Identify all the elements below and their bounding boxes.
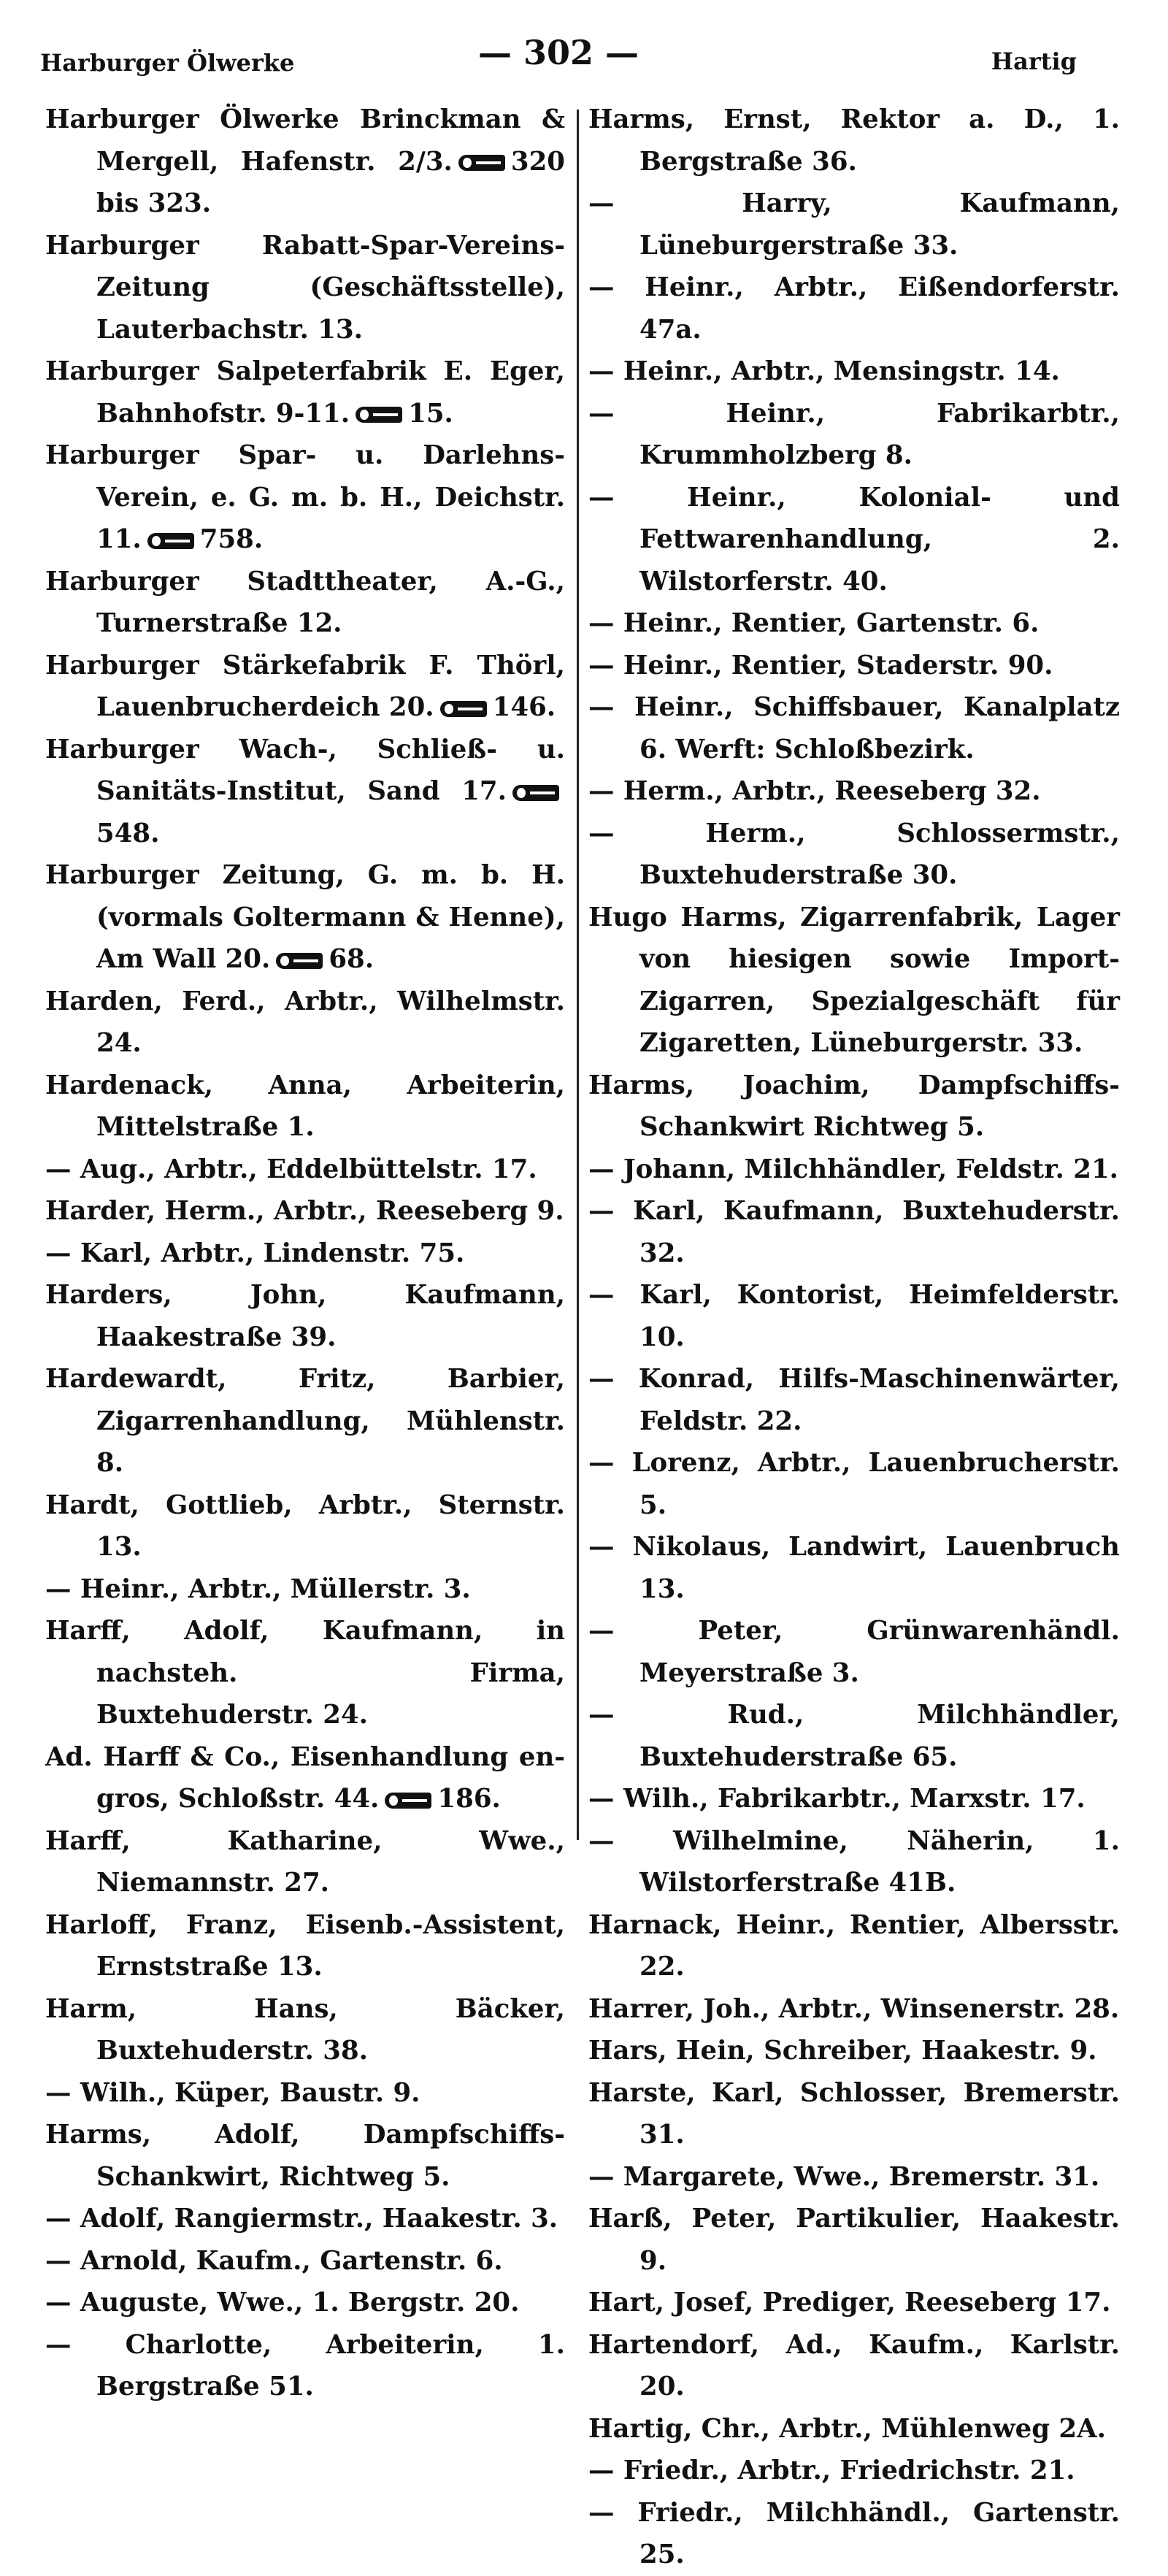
- running-head-right: Hartig: [991, 47, 1077, 75]
- telephone-icon: [356, 407, 402, 423]
- directory-entry: [588, 2492, 1120, 2576]
- telephone-icon: [512, 785, 559, 801]
- directory-entry: [45, 2240, 565, 2282]
- directory-entry: [588, 897, 1120, 1065]
- entry-text: Hart, Josef, Prediger, Reeseberg 17.: [588, 2288, 1111, 2318]
- directory-entry: [588, 645, 1120, 687]
- entry-text: — Nikolaus, Landwirt, Lauenbruch 13.: [588, 1532, 1120, 1604]
- entry-text: Harden, Ferd., Arbtr., Wilhelmstr. 24.: [45, 986, 565, 1058]
- directory-entry: [588, 99, 1120, 183]
- directory-entry: [45, 1358, 565, 1484]
- directory-entry: [45, 645, 565, 729]
- directory-entry: [588, 1358, 1120, 1442]
- entry-text: — Herm., Arbtr., Reeseberg 32.: [588, 776, 1041, 806]
- directory-entry: [588, 1904, 1120, 1988]
- directory-entry: [45, 1820, 565, 1904]
- entry-text: — Karl, Kaufmann, Buxtehuderstr. 32.: [588, 1196, 1120, 1268]
- directory-entry: [45, 434, 565, 561]
- directory-entry: [45, 2114, 565, 2198]
- directory-entry: [588, 1988, 1120, 2031]
- telephone-icon: [147, 533, 194, 549]
- column-divider: [577, 110, 579, 1840]
- left-column: [45, 99, 565, 2408]
- telephone-number: 186.: [437, 1784, 501, 1814]
- telephone-number: 146.: [492, 692, 556, 722]
- directory-entry: [588, 1442, 1120, 1526]
- entry-text: Harms, Ernst, Rektor a. D., 1. Bergstraße 36.: [588, 104, 1120, 177]
- directory-entry: [45, 729, 565, 855]
- entry-text: Harburger Stärkefabrik F. Thörl, Lauenbrucherdeich 20.: [45, 650, 565, 722]
- entry-text: Harms, Joachim, Dampfschiffs-Schankwirt Richtweg 5.: [588, 1070, 1120, 1142]
- entry-text: — Karl, Kontorist, Heimfelderstr. 10.: [588, 1280, 1120, 1352]
- directory-entry: [588, 813, 1120, 897]
- entry-text: — Heinr., Rentier, Staderstr. 90.: [588, 650, 1053, 681]
- entry-text: — Auguste, Wwe., 1. Bergstr. 20.: [45, 2288, 520, 2318]
- entry-text: — Friedr., Arbtr., Friedrichstr. 21.: [588, 2456, 1075, 2485]
- telephone-icon: [385, 1793, 431, 1809]
- entry-text: Hardenack, Anna, Arbeiterin, Mittelstraße 1.: [45, 1070, 565, 1142]
- entry-text: — Heinr., Arbtr., Mensingstr. 14.: [588, 356, 1060, 386]
- entry-text: — Heinr., Kolonial- und Fettwarenhandlung, 2. Wilstorferstr. 40.: [588, 482, 1120, 597]
- directory-entry: [45, 1274, 565, 1358]
- telephone-icon: [276, 953, 323, 969]
- directory-entry: [45, 1610, 565, 1736]
- entry-text: — Heinr., Fabrikarbtr., Krummholzberg 8.: [588, 398, 1120, 470]
- entry-text: — Herm., Schlossermstr., Buxtehuderstraße 30.: [588, 818, 1120, 890]
- directory-entry: [45, 99, 565, 225]
- entry-text: — Friedr., Milchhändl., Gartenstr. 25.: [588, 2497, 1120, 2569]
- directory-entry: [588, 183, 1120, 267]
- entry-text: Harß, Peter, Partikulier, Haakestr. 9.: [588, 2204, 1120, 2276]
- directory-entry: [45, 1904, 565, 1988]
- entry-text: Hartendorf, Ad., Kaufm., Karlstr. 20.: [588, 2329, 1120, 2401]
- entry-text: — Adolf, Rangiermstr., Haakestr. 3.: [45, 2204, 558, 2234]
- entry-text: — Peter, Grünwarenhändl. Meyerstraße 3.: [588, 1616, 1120, 1688]
- entry-text: Harder, Herm., Arbtr., Reeseberg 9.: [45, 1196, 564, 1226]
- directory-entry: [45, 2324, 565, 2408]
- directory-entry: [588, 1820, 1120, 1904]
- entry-text: — Arnold, Kaufm., Gartenstr. 6.: [45, 2245, 503, 2276]
- directory-entry: [588, 2072, 1120, 2156]
- entry-text: Harste, Karl, Schlosser, Bremerstr. 31.: [588, 2077, 1120, 2150]
- entry-text: Harm, Hans, Bäcker, Buxtehuderstr. 38.: [45, 1993, 565, 2066]
- entry-text: Harburger Spar- u. Darlehns-Verein, e. G. m. b. H., Deichstr. 11.: [45, 440, 565, 554]
- entry-text: — Harry, Kaufmann, Lüneburgerstraße 33.: [588, 188, 1120, 261]
- directory-entry: [588, 267, 1120, 350]
- entry-text: — Margarete, Wwe., Bremerstr. 31.: [588, 2161, 1100, 2192]
- entry-text: Hugo Harms, Zigarrenfabrik, Lager von hiesigen sowie Import-Zigarren, Spezialgeschäft für Zigaretten, Lüneburgerstr. 33.: [588, 902, 1120, 1058]
- directory-entry: [588, 1526, 1120, 1610]
- page-number: — 302 —: [477, 33, 639, 72]
- telephone-number: 548.: [96, 818, 160, 848]
- entry-text: — Johann, Milchhändler, Feldstr. 21.: [588, 1154, 1118, 1184]
- directory-entry: [588, 1694, 1120, 1778]
- entry-text: Hars, Hein, Schreiber, Haakestr. 9.: [588, 2036, 1097, 2066]
- entry-text: — Heinr., Arbtr., Müllerstr. 3.: [45, 1573, 471, 1604]
- directory-entry: [45, 1484, 565, 1568]
- entry-text: Harburger Zeitung, G. m. b. H. (vormals Goltermann & Henne), Am Wall 20.: [45, 860, 565, 974]
- directory-entry: [588, 1065, 1120, 1149]
- entry-text: Hardewardt, Fritz, Barbier, Zigarrenhandlung, Mühlenstr. 8.: [45, 1364, 565, 1478]
- entry-text: Hardt, Gottlieb, Arbtr., Sternstr. 13.: [45, 1490, 565, 1562]
- directory-entry: [45, 2282, 565, 2324]
- directory-entry: [588, 2156, 1120, 2199]
- entry-text: — Charlotte, Arbeiterin, 1. Bergstraße 51.: [45, 2329, 565, 2401]
- entry-text: Harff, Katharine, Wwe., Niemannstr. 27.: [45, 1825, 565, 1898]
- entry-text: Harloff, Franz, Eisenb.-Assistent, Ernststraße 13.: [45, 1909, 565, 1982]
- directory-entry: [45, 1149, 565, 1191]
- page-header: [40, 33, 1077, 77]
- entry-text: — Rud., Milchhändler, Buxtehuderstraße 65.: [588, 1700, 1120, 1772]
- telephone-icon: [458, 155, 505, 171]
- directory-entry: [45, 1233, 565, 1275]
- directory-entry: [45, 1736, 565, 1820]
- directory-entry: [45, 1065, 565, 1149]
- directory-entry: [45, 561, 565, 645]
- entry-text: Harms, Adolf, Dampfschiffs-Schankwirt, Richtweg 5.: [45, 2120, 565, 2192]
- entry-text: Harburger Ölwerke Brinckman & Mergell, Hafenstr. 2/3.: [45, 104, 565, 177]
- directory-entry: [588, 1274, 1120, 1358]
- entry-text: Harff, Adolf, Kaufmann, in nachsteh. Firma, Buxtehuderstr. 24.: [45, 1616, 565, 1730]
- entry-text: — Aug., Arbtr., Eddelbüttelstr. 17.: [45, 1154, 537, 1184]
- telephone-number: 68.: [328, 944, 374, 974]
- entry-text: Harburger Wach-, Schließ- u. Sanitäts-Institut, Sand 17.: [45, 734, 565, 806]
- telephone-number: 15.: [408, 398, 453, 429]
- entry-text: Hartig, Chr., Arbtr., Mühlenweg 2A.: [588, 2413, 1106, 2444]
- directory-entry: [45, 1568, 565, 1611]
- directory-entry: [588, 1610, 1120, 1694]
- directory-entry: [588, 2324, 1120, 2408]
- running-head-left: Harburger Ölwerke: [40, 49, 295, 77]
- directory-entry: [45, 1988, 565, 2072]
- entry-text: — Heinr., Schiffsbauer, Kanalplatz 6. Werft: Schloßbezirk.: [588, 692, 1120, 764]
- directory-entry: [588, 1778, 1120, 1820]
- entry-text: Harnack, Heinr., Rentier, Albersstr. 22.: [588, 1909, 1120, 1982]
- entry-text: Harburger Salpeterfabrik E. Eger, Bahnhofstr. 9-11.: [45, 356, 565, 429]
- directory-entry: [588, 393, 1120, 477]
- entry-text: Harburger Stadttheater, A.-G., Turnerstraße 12.: [45, 566, 565, 638]
- directory-entry: [45, 225, 565, 351]
- directory-entry: [588, 2408, 1120, 2450]
- telephone-number: 320 bis 323.: [96, 146, 565, 218]
- directory-entry: [588, 2282, 1120, 2324]
- entry-text: — Konrad, Hilfs-Maschinenwärter, Feldstr. 22.: [588, 1364, 1120, 1436]
- directory-entry: [588, 2450, 1120, 2492]
- entry-text: Ad. Harff & Co., Eisenhandlung en-gros, Schloßstr. 44.: [45, 1741, 565, 1814]
- directory-entry: [45, 350, 565, 434]
- entry-text: — Heinr., Arbtr., Eißendorferstr. 47a.: [588, 272, 1120, 345]
- directory-entry: [588, 477, 1120, 603]
- directory-entry: [588, 350, 1120, 393]
- entry-text: — Wilh., Fabrikarbtr., Marxstr. 17.: [588, 1784, 1086, 1814]
- directory-entry: [45, 2072, 565, 2115]
- entry-text: — Heinr., Rentier, Gartenstr. 6.: [588, 608, 1040, 638]
- entry-text: Harders, John, Kaufmann, Haakestraße 39.: [45, 1280, 565, 1352]
- directory-entry: [588, 686, 1120, 770]
- entry-text: Harrer, Joh., Arbtr., Winsenerstr. 28.: [588, 1993, 1120, 2024]
- entry-text: Harburger Rabatt-Spar-Vereins-Zeitung (Geschäftsstelle), Lauterbachstr. 13.: [45, 230, 565, 345]
- directory-entry: [45, 854, 565, 981]
- directory-entry: [588, 1149, 1120, 1191]
- entry-text: — Karl, Arbtr., Lindenstr. 75.: [45, 1238, 465, 1268]
- entry-text: — Wilh., Küper, Baustr. 9.: [45, 2077, 420, 2108]
- directory-entry: [45, 981, 565, 1065]
- directory-entry: [45, 1190, 565, 1233]
- directory-entry: [588, 2030, 1120, 2072]
- directory-entry: [588, 1190, 1120, 1274]
- entry-text: — Wilhelmine, Näherin, 1. Wilstorferstraße 41B.: [588, 1825, 1120, 1898]
- right-column: [588, 99, 1120, 2576]
- directory-entry: [588, 602, 1120, 645]
- directory-entry: [588, 2198, 1120, 2282]
- telephone-icon: [440, 701, 487, 717]
- telephone-number: 758.: [199, 524, 264, 554]
- directory-entry: [588, 770, 1120, 813]
- directory-entry: [45, 2198, 565, 2240]
- entry-text: — Lorenz, Arbtr., Lauenbrucherstr. 5.: [588, 1448, 1120, 1520]
